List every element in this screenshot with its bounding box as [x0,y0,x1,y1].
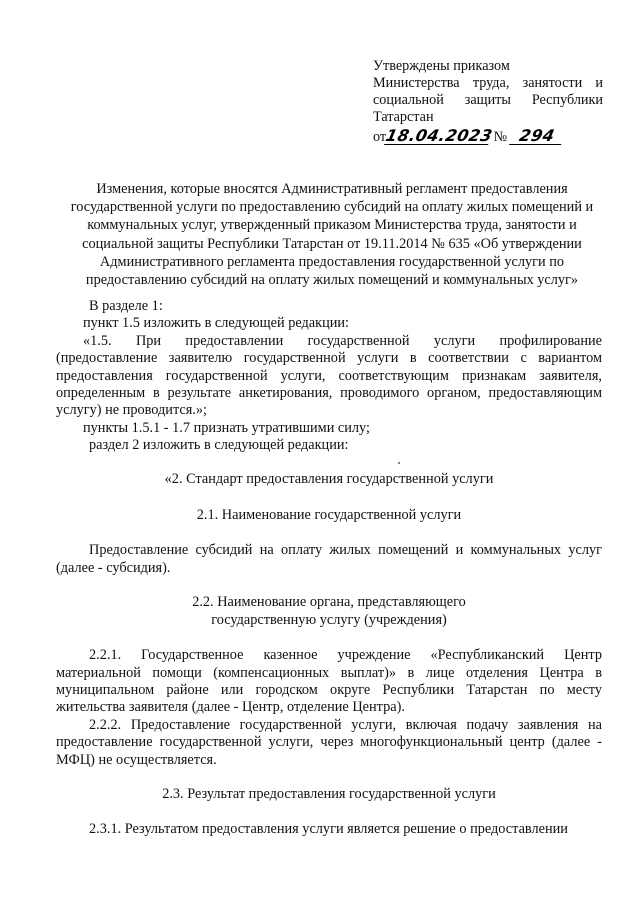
approval-line: Утверждены приказом [373,58,510,74]
approval-date-number-row [373,127,603,146]
paragraph-2-3-1: 2.3.1. Результатом предоставления услуги является решение о предоставлении [89,821,568,838]
scan-speck [398,462,400,464]
section2-intro: раздел 2 изложить в следующей редакции: [89,437,349,454]
paragraph-2-1: Предоставление субсидий на оплату жилых помещений и коммунальных услуг (далее - субсидия). [56,542,602,576]
heading-2-2-line1: 2.2. Наименование органа, представляющего [192,594,466,611]
approval-line: социальной защиты Республики [373,92,603,108]
items-void: пункты 1.5.1 - 1.7 признать утратившими силу; [83,419,370,436]
heading-2-3: 2.3. Результат предоставления государственной услуги [162,785,496,802]
number-label: № [493,129,508,145]
from-label: от [373,129,387,145]
approval-line: Министерства труда, занятости и [373,75,603,91]
heading-2-2-line2: государственную услугу (учреждения) [211,611,447,628]
handwritten-date: 18.04.2023 [384,126,495,145]
approval-stamp-block [373,58,603,146]
heading-section-2: «2. Стандарт предоставления государственной услуги [164,470,494,487]
section-reference: В разделе 1: [89,298,163,314]
approval-line: Татарстан [373,109,434,125]
document-body [56,298,602,839]
document-title: Изменения, которые вносятся Административный регламент предоставления государственной услуги по предоставлению субсидий на оплату жилых помещений и коммунальных услуг, утвержденный приказом Министерства труда, занятости и социальной защиты Республики Татарстан от 19.11.2014 № 635 «Об утверждении Административного регламента предоставления государственной услуги по предоставлению субсидий на оплату жилых помещений и коммунальных услуг» [70,181,594,289]
paragraph-2-2-1: 2.2.1. Государственное казенное учреждение «Республиканский Центр материальной помощи (компенсационных выплат)» в лице отделения Центра в муниципальном районе или городском округе Республики Татарстан по месту жительства заявителя (далее - Центр, отделение Центра). [56,647,602,716]
paragraph-2-2-2: 2.2.2. Предоставление государственной услуги, включая подачу заявления на предоставление государственной услуги, через многофункциональный центр (далее - МФЦ) не осуществляется. [56,716,602,768]
handwritten-number: 294 [509,127,565,145]
heading-2-1: 2.1. Наименование государственной услуги [196,507,462,524]
item-intro: пункт 1.5 изложить в следующей редакции: [83,315,350,332]
item-1-5-text: «1.5. При предоставлении государственной услуги профилирование (предоставление заявителю государственной услуги в соответствии с вариантом предоставления государственной услуги, соответствующим признакам заявителя, определенным в результате анкетирования, проводимого органом, предоставляющим услугу) не проводится.»; [56,332,602,419]
